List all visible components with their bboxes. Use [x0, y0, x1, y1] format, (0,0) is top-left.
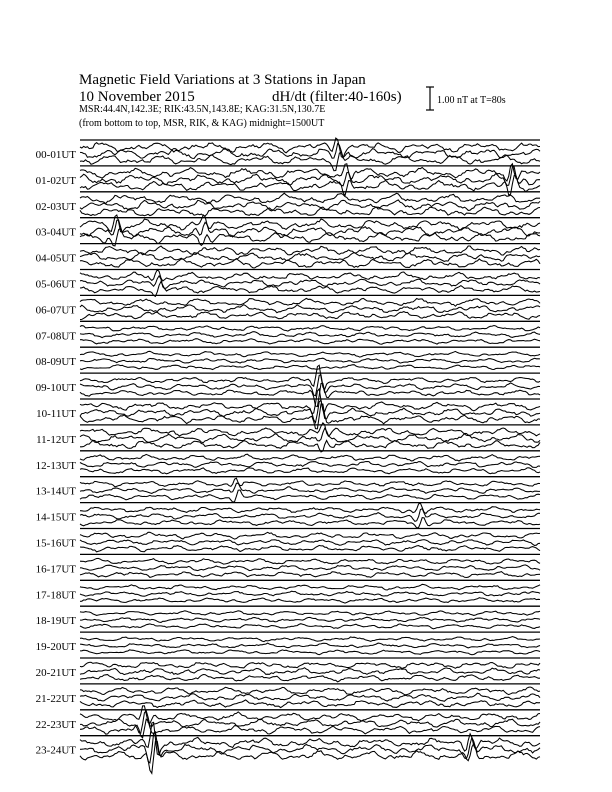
panel-02-03UT: [36, 192, 540, 216]
trace-RIK-02-03UT: [80, 200, 540, 211]
trace-MSR-08-09UT: [80, 365, 540, 370]
chart-date: 10 November 2015: [79, 89, 195, 105]
trace-KAG-06-07UT: [80, 298, 540, 306]
trace-RIK-19-20UT: [80, 643, 540, 648]
panel-13-14UT: [36, 477, 540, 502]
panel-03-04UT: [36, 215, 540, 246]
trace-MSR-18-19UT: [80, 624, 540, 629]
trace-KAG-20-21UT: [80, 662, 540, 668]
trace-KAG-19-20UT: [80, 637, 540, 642]
panel-01-02UT: [36, 164, 540, 196]
scale-bar: [426, 87, 434, 110]
panel-22-23UT: [36, 706, 540, 738]
panel-17-18UT: [36, 580, 540, 603]
panel-16-17UT: [36, 554, 540, 577]
trace-KAG-17-18UT: [80, 584, 540, 590]
hour-label: 03-04UT: [35, 226, 76, 239]
trace-RIK-12-13UT: [80, 462, 540, 468]
panel-07-08UT: [36, 321, 540, 344]
hour-label: 06-07UT: [35, 304, 76, 317]
trace-RIK-18-19UT: [80, 617, 540, 622]
trace-MSR-16-17UT: [80, 572, 540, 578]
trace-KAG-18-19UT: [80, 611, 540, 616]
trace-RIK-03-04UT: [80, 220, 540, 237]
trace-MSR-14-15UT: [80, 518, 540, 528]
trace-MSR-19-20UT: [80, 650, 540, 655]
hour-label: 10-11UT: [36, 408, 76, 420]
panel-08-09UT: [36, 347, 540, 369]
panel-04-05UT: [36, 244, 540, 268]
trace-MSR-02-03UT: [80, 207, 540, 216]
trace-MSR-12-13UT: [80, 468, 540, 474]
hour-panels: [36, 138, 540, 773]
hour-label: 15-16UT: [35, 537, 76, 550]
hour-label: 19-20UT: [35, 641, 76, 654]
panel-05-06UT: [36, 270, 540, 297]
stations-info: MSR:44.4N,142.3E; RIK:43.5N,143.8E; KAG:31.5N,130.7E: [79, 104, 326, 115]
scale-bar-label: 1.00 nT at T=80s: [437, 95, 506, 106]
hour-label: 17-18UT: [35, 589, 76, 602]
hour-label: 00-01UT: [35, 149, 76, 161]
hour-label: 04-05UT: [35, 252, 76, 265]
panel-23-24UT: [36, 722, 540, 773]
panel-09-10UT: [36, 365, 540, 406]
hour-label: 22-23UT: [35, 718, 76, 731]
hour-label: 13-14UT: [35, 485, 76, 498]
hour-label: 09-10UT: [35, 382, 76, 395]
trace-RIK-21-22UT: [80, 693, 540, 701]
trace-KAG-02-03UT: [80, 193, 540, 203]
trace-KAG-16-17UT: [80, 558, 540, 564]
trace-MSR-00-01UT: [80, 152, 540, 171]
panel-18-19UT: [36, 606, 540, 629]
trace-KAG-15-16UT: [80, 532, 540, 539]
hour-label: 21-22UT: [35, 692, 76, 705]
trace-RIK-20-21UT: [80, 668, 540, 675]
trace-KAG-14-15UT: [80, 503, 540, 513]
trace-RIK-07-08UT: [80, 332, 540, 338]
trace-MSR-15-16UT: [80, 545, 540, 552]
trace-RIK-08-09UT: [80, 358, 540, 363]
trace-KAG-00-01UT: [80, 138, 540, 158]
trace-KAG-04-05UT: [80, 246, 540, 255]
trace-RIK-16-17UT: [80, 565, 540, 571]
panel-10-11UT: [36, 389, 540, 429]
hour-label: 12-13UT: [35, 459, 76, 472]
hour-label: 11-12UT: [36, 433, 76, 446]
station-order-info: (from bottom to top, MSR, RIK, & KAG) midnight=1500UT: [79, 118, 325, 129]
trace-RIK-04-05UT: [80, 253, 540, 262]
trace-MSR-04-05UT: [80, 259, 540, 268]
trace-MSR-17-18UT: [80, 598, 540, 603]
hour-label: 08-09UT: [35, 356, 76, 369]
trace-KAG-21-22UT: [80, 687, 540, 695]
panel-12-13UT: [36, 451, 540, 474]
trace-RIK-01-02UT: [80, 167, 540, 186]
hour-label: 07-08UT: [35, 330, 76, 343]
panel-15-16UT: [36, 529, 540, 552]
panel-21-22UT: [36, 684, 540, 708]
hour-label: 20-21UT: [35, 667, 76, 679]
trace-MSR-20-21UT: [80, 675, 540, 682]
hour-label: 14-15UT: [35, 511, 76, 524]
trace-RIK-17-18UT: [80, 591, 540, 596]
trace-MSR-06-07UT: [80, 312, 540, 320]
panel-20-21UT: [36, 658, 540, 682]
panel-11-12UT: [36, 423, 540, 452]
trace-MSR-21-22UT: [80, 700, 540, 708]
trace-MSR-05-06UT: [80, 282, 540, 297]
trace-KAG-08-09UT: [80, 351, 540, 357]
hour-label: 23-24UT: [35, 744, 76, 757]
trace-KAG-13-14UT: [80, 478, 540, 487]
hour-label: 18-19UT: [35, 615, 76, 628]
trace-KAG-07-08UT: [80, 326, 540, 332]
trace-MSR-07-08UT: [80, 339, 540, 345]
hour-label: 16-17UT: [35, 563, 76, 576]
panel-06-07UT: [36, 295, 540, 319]
trace-RIK-15-16UT: [80, 540, 540, 546]
hour-label: 05-06UT: [35, 278, 76, 291]
trace-KAG-12-13UT: [80, 454, 540, 461]
panel-14-15UT: [36, 503, 540, 528]
trace-KAG-05-06UT: [80, 270, 540, 281]
chart-title: Magnetic Field Variations at 3 Stations in Japan: [79, 72, 366, 88]
hour-label: 02-03UT: [35, 200, 76, 213]
hour-label: 01-02UT: [35, 174, 76, 187]
chart-quantity: dH/dt (filter:40-160s): [272, 89, 402, 105]
panel-19-20UT: [36, 632, 540, 655]
trace-RIK-06-07UT: [80, 305, 540, 313]
